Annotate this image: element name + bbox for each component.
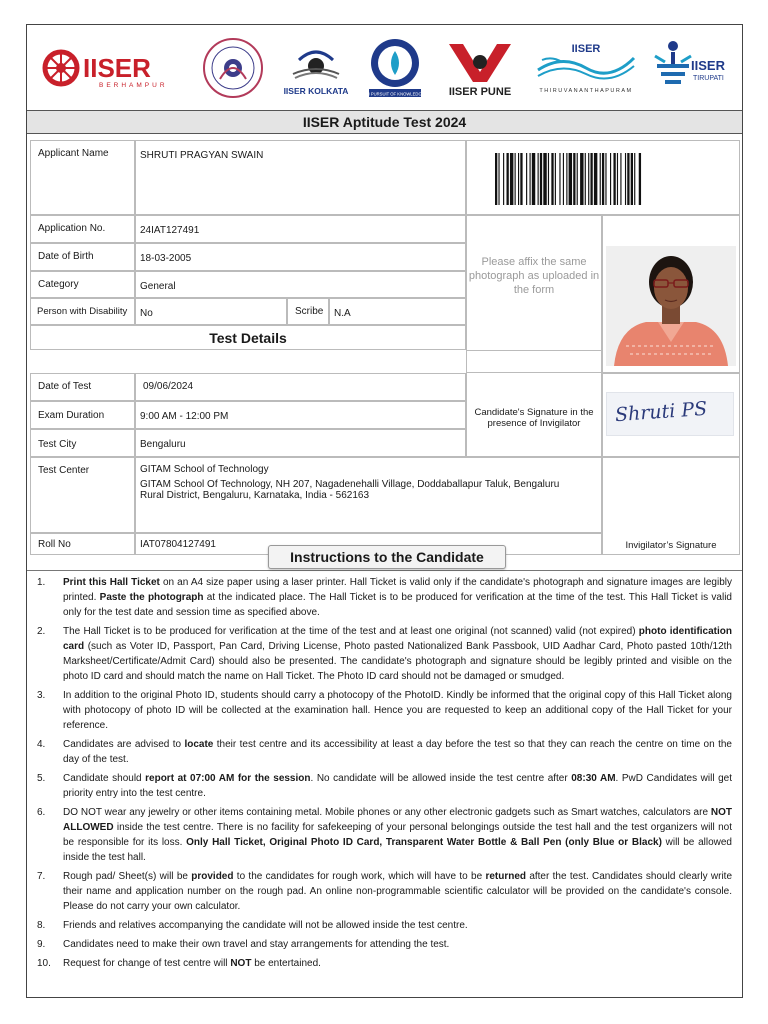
photo-cell: [602, 215, 740, 373]
instruction-number: 3.: [37, 690, 46, 701]
iiser-tirupati-logo: [651, 37, 727, 99]
roll-no-value: IAT07804127491: [135, 533, 602, 555]
pwd-label: Person with Disability: [30, 298, 135, 325]
instruction-emphasis: 08:30 AM: [571, 773, 616, 784]
test-center-name: GITAM School of Technology: [140, 464, 269, 475]
test-center-value: [135, 457, 602, 533]
instruction-number: 5.: [37, 773, 46, 784]
signature-image: [606, 392, 734, 436]
exam-duration-value: 9:00 AM - 12:00 PM: [135, 401, 466, 429]
instruction-emphasis: NOT: [230, 958, 252, 969]
instruction-number: 4.: [37, 739, 46, 750]
barcode-cell: [466, 140, 740, 215]
tirupati-sub: TIRUPATI: [693, 75, 724, 82]
instruction-item: 10. Request for change of test centre will NOT be entertained.: [37, 958, 321, 969]
iiser-mohali-seal: [364, 37, 426, 99]
invigilator-caption: Invigilator’s Signature: [625, 540, 717, 551]
instruction-emphasis: report at 07:00 AM for the session: [145, 773, 311, 784]
candidate-photo: [606, 246, 736, 366]
instruction-item: 9. Candidates need to make their own travel and stay arrangements for attending the test.: [37, 939, 450, 950]
instructions-divider: [27, 570, 742, 571]
document-title: IISER Aptitude Test 2024: [27, 111, 742, 134]
category-label: Category: [30, 271, 135, 298]
instruction-item: 2. The Hall Ticket is to be produced for verification at the time of the test and at least one original (not scanned) valid (not expired) photo identification card (such as Voter ID, Passport, Pan Card, Driving License, Photo pasted Nationalized Bank Passbook, UID Aadhar Card, Photo pasted 10th/12th Marksheet/Certificate/Admit Card) should also be presented. The candidate's photograph and signature should be legibly printed and visible on the photo ID card and should match the name on Hall Ticket. The Photo ID card should not be damaged or smudged.: [37, 626, 733, 682]
berhampur-sub: BERHAMPUR: [99, 82, 168, 89]
instruction-item: 3. In addition to the original Photo ID, students should carry a photocopy of the PhotoID. Kindly be informed that the original copy of this Hall Ticket along with photocopy of photo ID will be collected at the examination hall. Hence you are requested to keep an additional copy of the Hall Ticket for your reference.: [37, 690, 732, 731]
test-city-value: Bengaluru: [135, 429, 466, 457]
instruction-emphasis: Print this Hall Ticket: [63, 577, 160, 588]
signature-caption: Candidate's Signature in the presence of Invigilator: [466, 350, 602, 457]
instruction-number: 1.: [37, 577, 46, 588]
pwd-value: No: [135, 298, 287, 325]
photo-placeholder: Please affix the same photograph as uploaded in the form: [466, 215, 602, 373]
iiser-kolkata-logo: [283, 37, 349, 99]
iiser-pune-logo: [441, 37, 519, 99]
roll-no-label: Roll No: [30, 533, 135, 555]
hall-ticket: [26, 24, 743, 998]
iiser-berhampur-logo: [41, 37, 181, 99]
instruction-emphasis: NOT ALLOWED: [63, 807, 732, 833]
instruction-number: 8.: [37, 920, 46, 931]
iiser-tvm-logo: [532, 37, 640, 99]
pune-word: IISER PUNE: [448, 86, 512, 98]
iiser-bhopal-seal: [201, 37, 265, 99]
signature-cell: [602, 373, 740, 457]
applicant-details-grid: [30, 140, 740, 551]
instruction-item: 5. Candidate should report at 07:00 AM for the session. No candidate will be allowed inside the test centre after 08:30 AM. PwD Candidates will get priority entry into the test centre.: [37, 773, 732, 799]
instructions-list: [37, 575, 732, 975]
instruction-item: 1. Print this Hall Ticket on an A4 size paper using a laser printer. Hall Ticket is valid only if the candidate's photograph and signature images are legibly printed. Paste the photograph at the indicated place. The Hall Ticket is to be produced for verification at the time of the test. This Hall Ticket is valid only for the test date and session time as specified above.: [37, 577, 733, 618]
invigilator-signature-cell: [602, 457, 740, 555]
instruction-emphasis: returned: [485, 871, 527, 882]
applicant-name-label: Applicant Name: [30, 140, 135, 215]
application-no-label: Application No.: [30, 215, 135, 243]
application-no-value: 24IAT127491: [135, 215, 466, 243]
tirupati-word: IISER: [691, 58, 725, 73]
test-center-label: Test Center: [30, 457, 135, 533]
dob-value: 18-03-2005: [135, 243, 466, 271]
instruction-emphasis: Only Hall Ticket, Original Photo ID Card, Transparent Water Bottle & Ball Pen (only Blue or Black): [186, 837, 662, 848]
applicant-name-value: SHRUTI PRAGYAN SWAIN: [135, 140, 466, 215]
category-value: General: [135, 271, 466, 298]
test-center-address: GITAM School Of Technology, NH 207, Nagadenehalli Village, Doddaballapur Taluk, Bengaluru Rural District, Bengaluru, Karnataka, India - 562163: [140, 478, 560, 501]
instruction-emphasis: locate: [184, 739, 214, 750]
instruction-number: 10.: [37, 958, 51, 969]
dob-label: Date of Birth: [30, 243, 135, 271]
instruction-number: 6.: [37, 807, 46, 818]
instruction-number: 9.: [37, 939, 46, 950]
instruction-item: 8. Friends and relatives accompanying the candidate will not be allowed inside the test centre.: [37, 920, 468, 931]
mohali-motto: IN PURSUIT OF KNOWLEDGE: [365, 91, 425, 97]
instruction-emphasis: photo identification card: [63, 626, 733, 652]
instruction-emphasis: Paste the photograph: [99, 592, 204, 603]
berhampur-word: IISER: [83, 53, 151, 83]
test-city-label: Test City: [30, 429, 135, 457]
instruction-item: 7. Rough pad/ Sheet(s) will be provided to the candidates for rough work, which will have to be returned after the test. Candidates should clearly write their name and application number on the rough pad. An online non-programmable scientific calculator will be provided on the candidate's console. Please do not carry your own calculator.: [37, 871, 732, 912]
barcode: [495, 153, 725, 205]
test-details-heading: Test Details: [30, 325, 466, 350]
date-of-test-label: Date of Test: [30, 373, 135, 401]
scribe-value: N.A: [329, 298, 466, 325]
date-of-test-value: 09/06/2024: [135, 373, 466, 401]
instruction-item: 4. Candidates are advised to locate their test centre and its accessibility at least a day before the test so that they can reach the centre on time on the day of the test.: [37, 739, 732, 765]
scribe-label: Scribe: [287, 298, 329, 325]
tvm-word: IISER: [571, 43, 601, 55]
signature-text: Shruti PS: [614, 397, 708, 427]
logo-row: [27, 25, 742, 111]
instructions-heading: Instructions to the Candidate: [268, 545, 506, 569]
instruction-emphasis: provided: [191, 871, 234, 882]
instruction-item: 6. DO NOT wear any jewelry or other items containing metal. Mobile phones or any other electronic gadgets such as Smart watches, calculators are NOT ALLOWED inside the test centre. There is no facility for safekeeping of your personal belongings outside the test hall and the test organizers will not be responsible for its loss. Only Hall Ticket, Original Photo ID Card, Transparent Water Bottle & Ball Pen (only Blue or Black) will be allowed inside the test hall.: [37, 807, 732, 863]
instruction-number: 7.: [37, 871, 46, 882]
instruction-number: 2.: [37, 626, 46, 637]
tvm-sub: THIRUVANANTHAPURAM: [539, 88, 633, 94]
exam-duration-label: Exam Duration: [30, 401, 135, 429]
kolkata-word: IISER KOLKATA: [283, 86, 349, 96]
